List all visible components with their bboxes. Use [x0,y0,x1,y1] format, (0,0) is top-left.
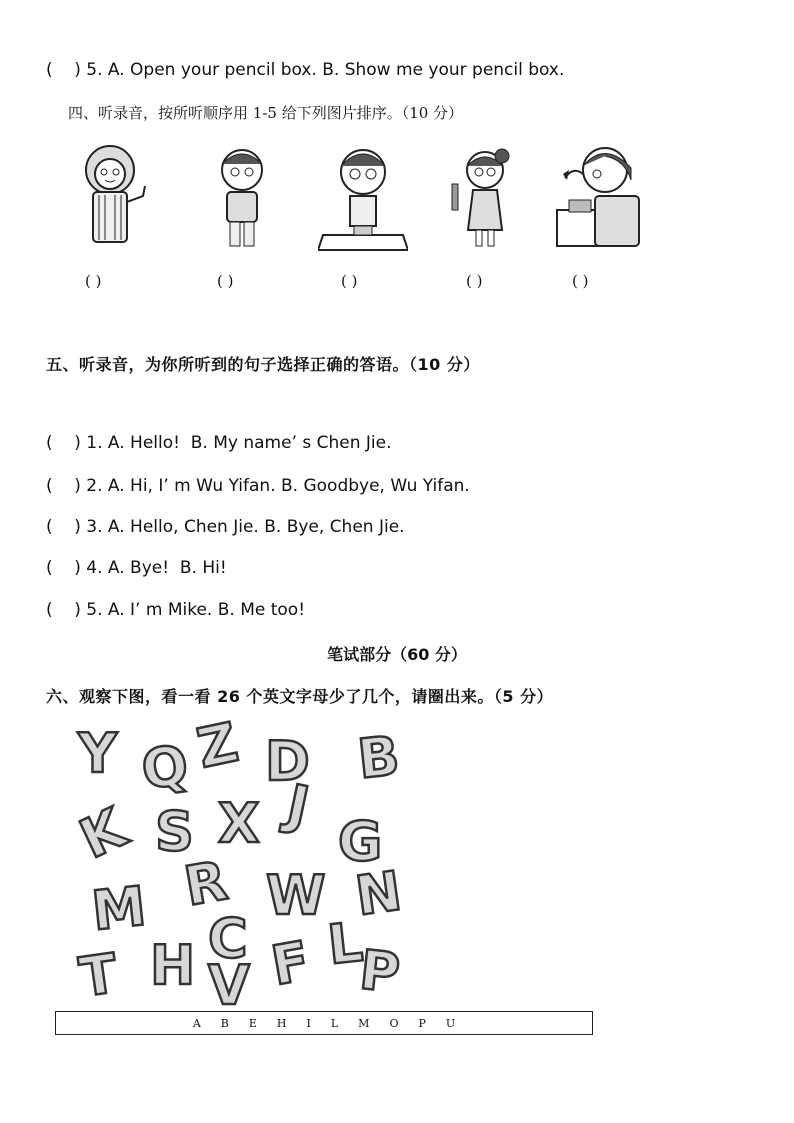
answer-letter[interactable]: M [358,1016,370,1030]
answer-letter[interactable]: L [330,1016,339,1030]
letter-k: K [70,796,136,871]
answer-letter[interactable]: U [445,1016,456,1030]
blank-1[interactable]: ( ) [85,272,102,290]
list-item: ( ) 1. A. Hello! B. My name’ s Chen Jie. [46,433,392,453]
letter-t: T [75,941,122,1010]
written-part-title: 笔试部分（60 分） [327,645,467,664]
blank-3[interactable]: ( ) [341,272,358,290]
boy-desk-figure [318,140,408,255]
letter-h: H [150,934,196,997]
letter-f: F [266,929,315,998]
letter-m: M [88,874,149,943]
teacher-figure [65,140,155,255]
letter-r: R [179,848,232,919]
letters-illustration [60,710,420,1017]
list-item: ( ) 2. A. Hi, I’ m Wu Yifan. B. Goodbye, Wu Yifan. [46,476,470,496]
letter-d: D [265,730,310,793]
letter-b: B [354,724,403,791]
letter-z: Z [191,710,244,781]
blank-4[interactable]: ( ) [466,272,483,290]
blank-5[interactable]: ( ) [572,272,589,290]
letter-y: Y [78,722,118,785]
list-item: ( ) 3. A. Hello, Chen Jie. B. Bye, Chen Jie. [46,517,405,537]
top-question: ( ) 5. A. Open your pencil box. B. Show me your pencil box. [46,60,565,80]
answer-letter[interactable]: O [389,1016,399,1030]
section5-title: 五、听录音，为你所听到的句子选择正确的答语。（10 分） [46,355,480,374]
letter-p: P [356,938,403,1005]
boy-figure [197,140,287,255]
answer-letter[interactable]: E [248,1016,257,1030]
answer-box [55,1011,593,1035]
letter-q: Q [137,733,193,802]
boy-pencil-box-figure [555,140,645,255]
letter-l: L [324,910,366,977]
letter-v: V [208,954,250,1017]
letter-s: S [155,800,194,863]
list-item: ( ) 4. A. Bye! B. Hi! [46,558,227,578]
answer-letter[interactable]: A [192,1016,201,1030]
answer-letter[interactable]: P [418,1016,426,1030]
letter-g: G [338,810,383,873]
list-item: ( ) 5. A. I’ m Mike. B. Me too! [46,600,306,620]
letter-j: J [281,772,315,839]
section4-title: 四、听录音，按所听顺序用 1-5 给下列图片排序。（10 分） [68,104,464,122]
answer-letter[interactable]: I [306,1016,311,1030]
letter-n: N [351,859,406,928]
letter-x: X [218,792,260,855]
answer-letter[interactable]: B [220,1016,229,1030]
section6-title: 六、观察下图，看一看 26 个英文字母少了几个，请圈出来。（5 分） [46,687,554,706]
letter-w: W [266,864,326,927]
letter-c: C [208,907,248,970]
blank-2[interactable]: ( ) [217,272,234,290]
girl-crayon-figure [440,140,530,255]
answer-letter[interactable]: H [276,1016,287,1030]
